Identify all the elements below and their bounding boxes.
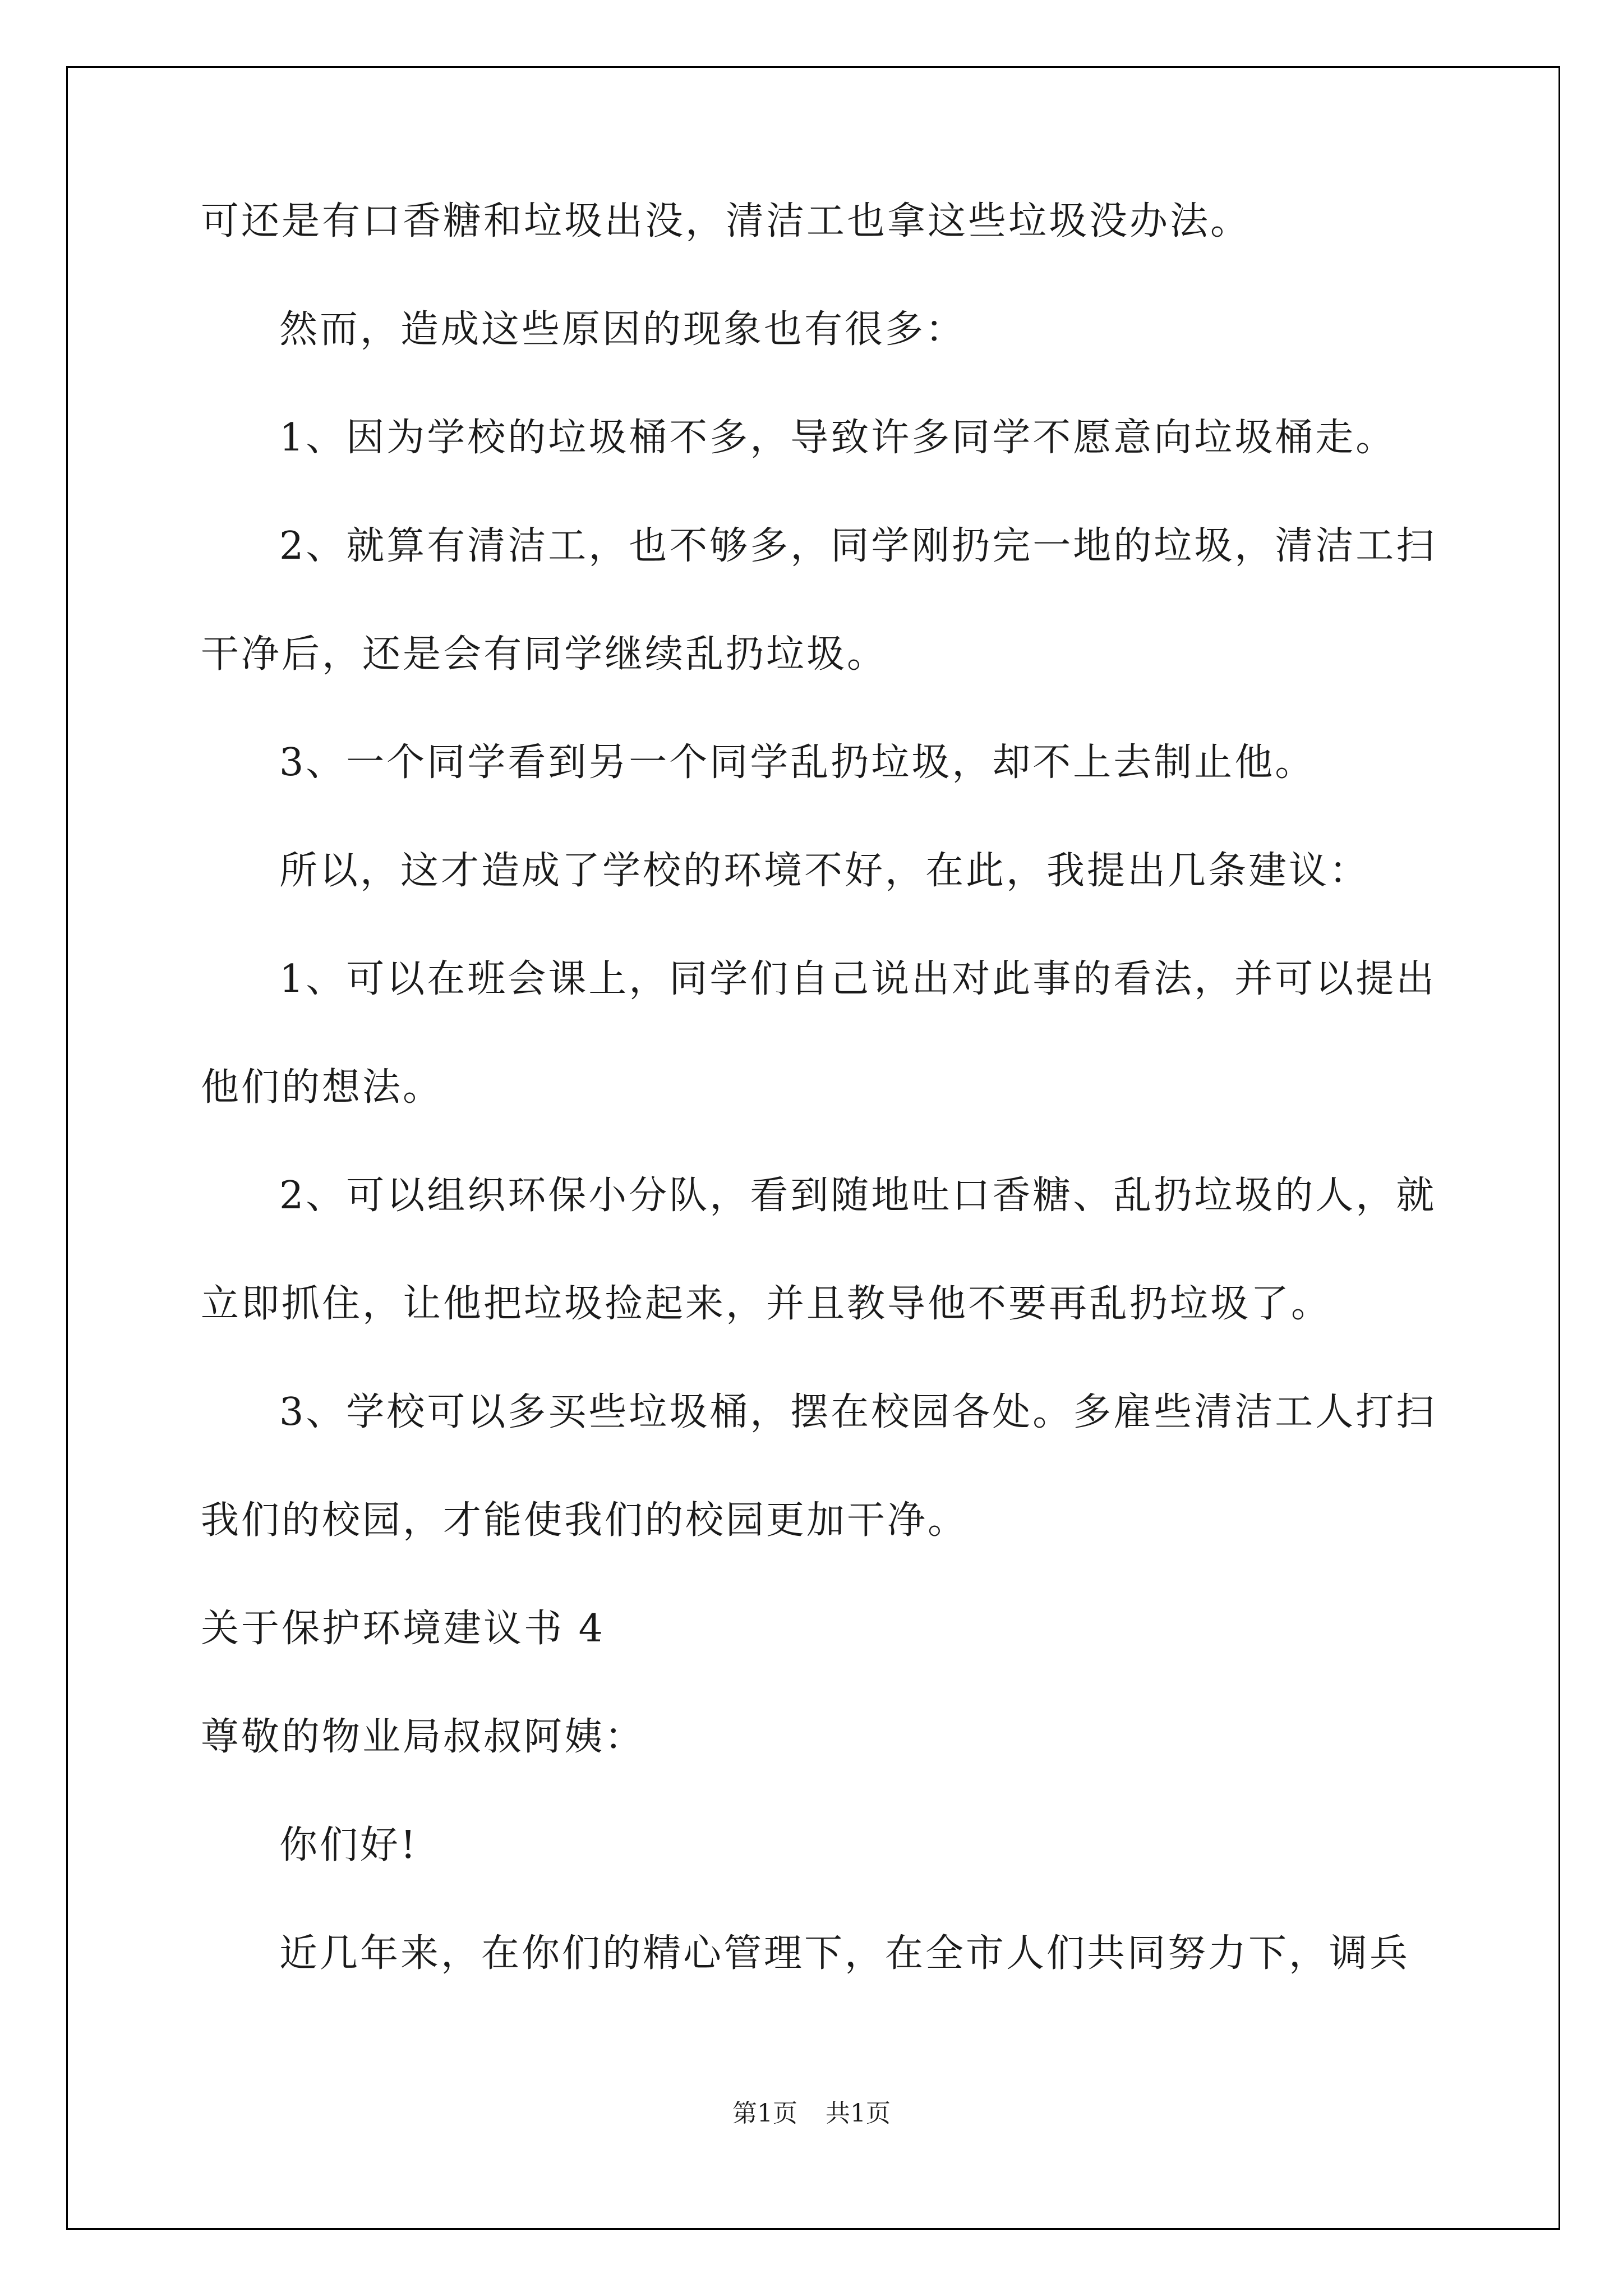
- paragraph-letter-body: 近几年来，在你们的精心管理下，在全市人们共同努力下，调兵: [279, 1931, 1410, 1976]
- letter-greeting: 你们好!: [279, 1823, 418, 1867]
- paragraph-suggestion-1: 1、可以在班会课上，同学们自己说出对此事的看法，并可以提出: [279, 957, 1437, 1001]
- paragraph-cause-2: 2、就算有清洁工，也不够多，同学刚扔完一地的垃圾，清洁工扫: [279, 524, 1437, 568]
- paragraph-suggestion-3: 3、学校可以多买些垃圾桶，摆在校园各处。多雇些清洁工人打扫: [279, 1390, 1437, 1434]
- text-line-cause-2-cont: 干净后，还是会有同学继续乱扔垃圾。: [201, 632, 888, 677]
- paragraph-cause-3: 3、一个同学看到另一个同学乱扔垃圾，却不上去制止他。: [279, 740, 1316, 785]
- document-body: [201, 194, 1440, 2034]
- text-line-continuation: 可还是有口香糖和垃圾出没，清洁工也拿这些垃圾没办法。: [201, 199, 1251, 243]
- paragraph-suggestions-intro: 所以，这才造成了学校的环境不好，在此，我提出几条建议：: [279, 849, 1370, 893]
- page-total: 共1页: [826, 2099, 891, 2128]
- text-line-suggestion-1-cont: 他们的想法。: [201, 1065, 444, 1110]
- paragraph-suggestion-2: 2、可以组织环保小分队，看到随地吐口香糖、乱扔垃圾的人，就: [279, 1174, 1437, 1218]
- paragraph-causes-intro: 然而，造成这些原因的现象也有很多：: [279, 307, 966, 352]
- section-title: 关于保护环境建议书 4: [201, 1607, 605, 1651]
- text-line-suggestion-2-cont: 立即抓住，让他把垃圾捡起来，并且教导他不要再乱扔垃圾了。: [201, 1282, 1332, 1326]
- letter-salutation: 尊敬的物业局叔叔阿姨：: [201, 1715, 645, 1759]
- paragraph-cause-1: 1、因为学校的垃圾桶不多，导致许多同学不愿意向垃圾桶走。: [279, 416, 1396, 460]
- page-footer: [0, 2097, 1623, 2131]
- page-number: 第1页: [732, 2099, 797, 2128]
- text-line-suggestion-3-cont: 我们的校园，才能使我们的校园更加干净。: [201, 1498, 969, 1543]
